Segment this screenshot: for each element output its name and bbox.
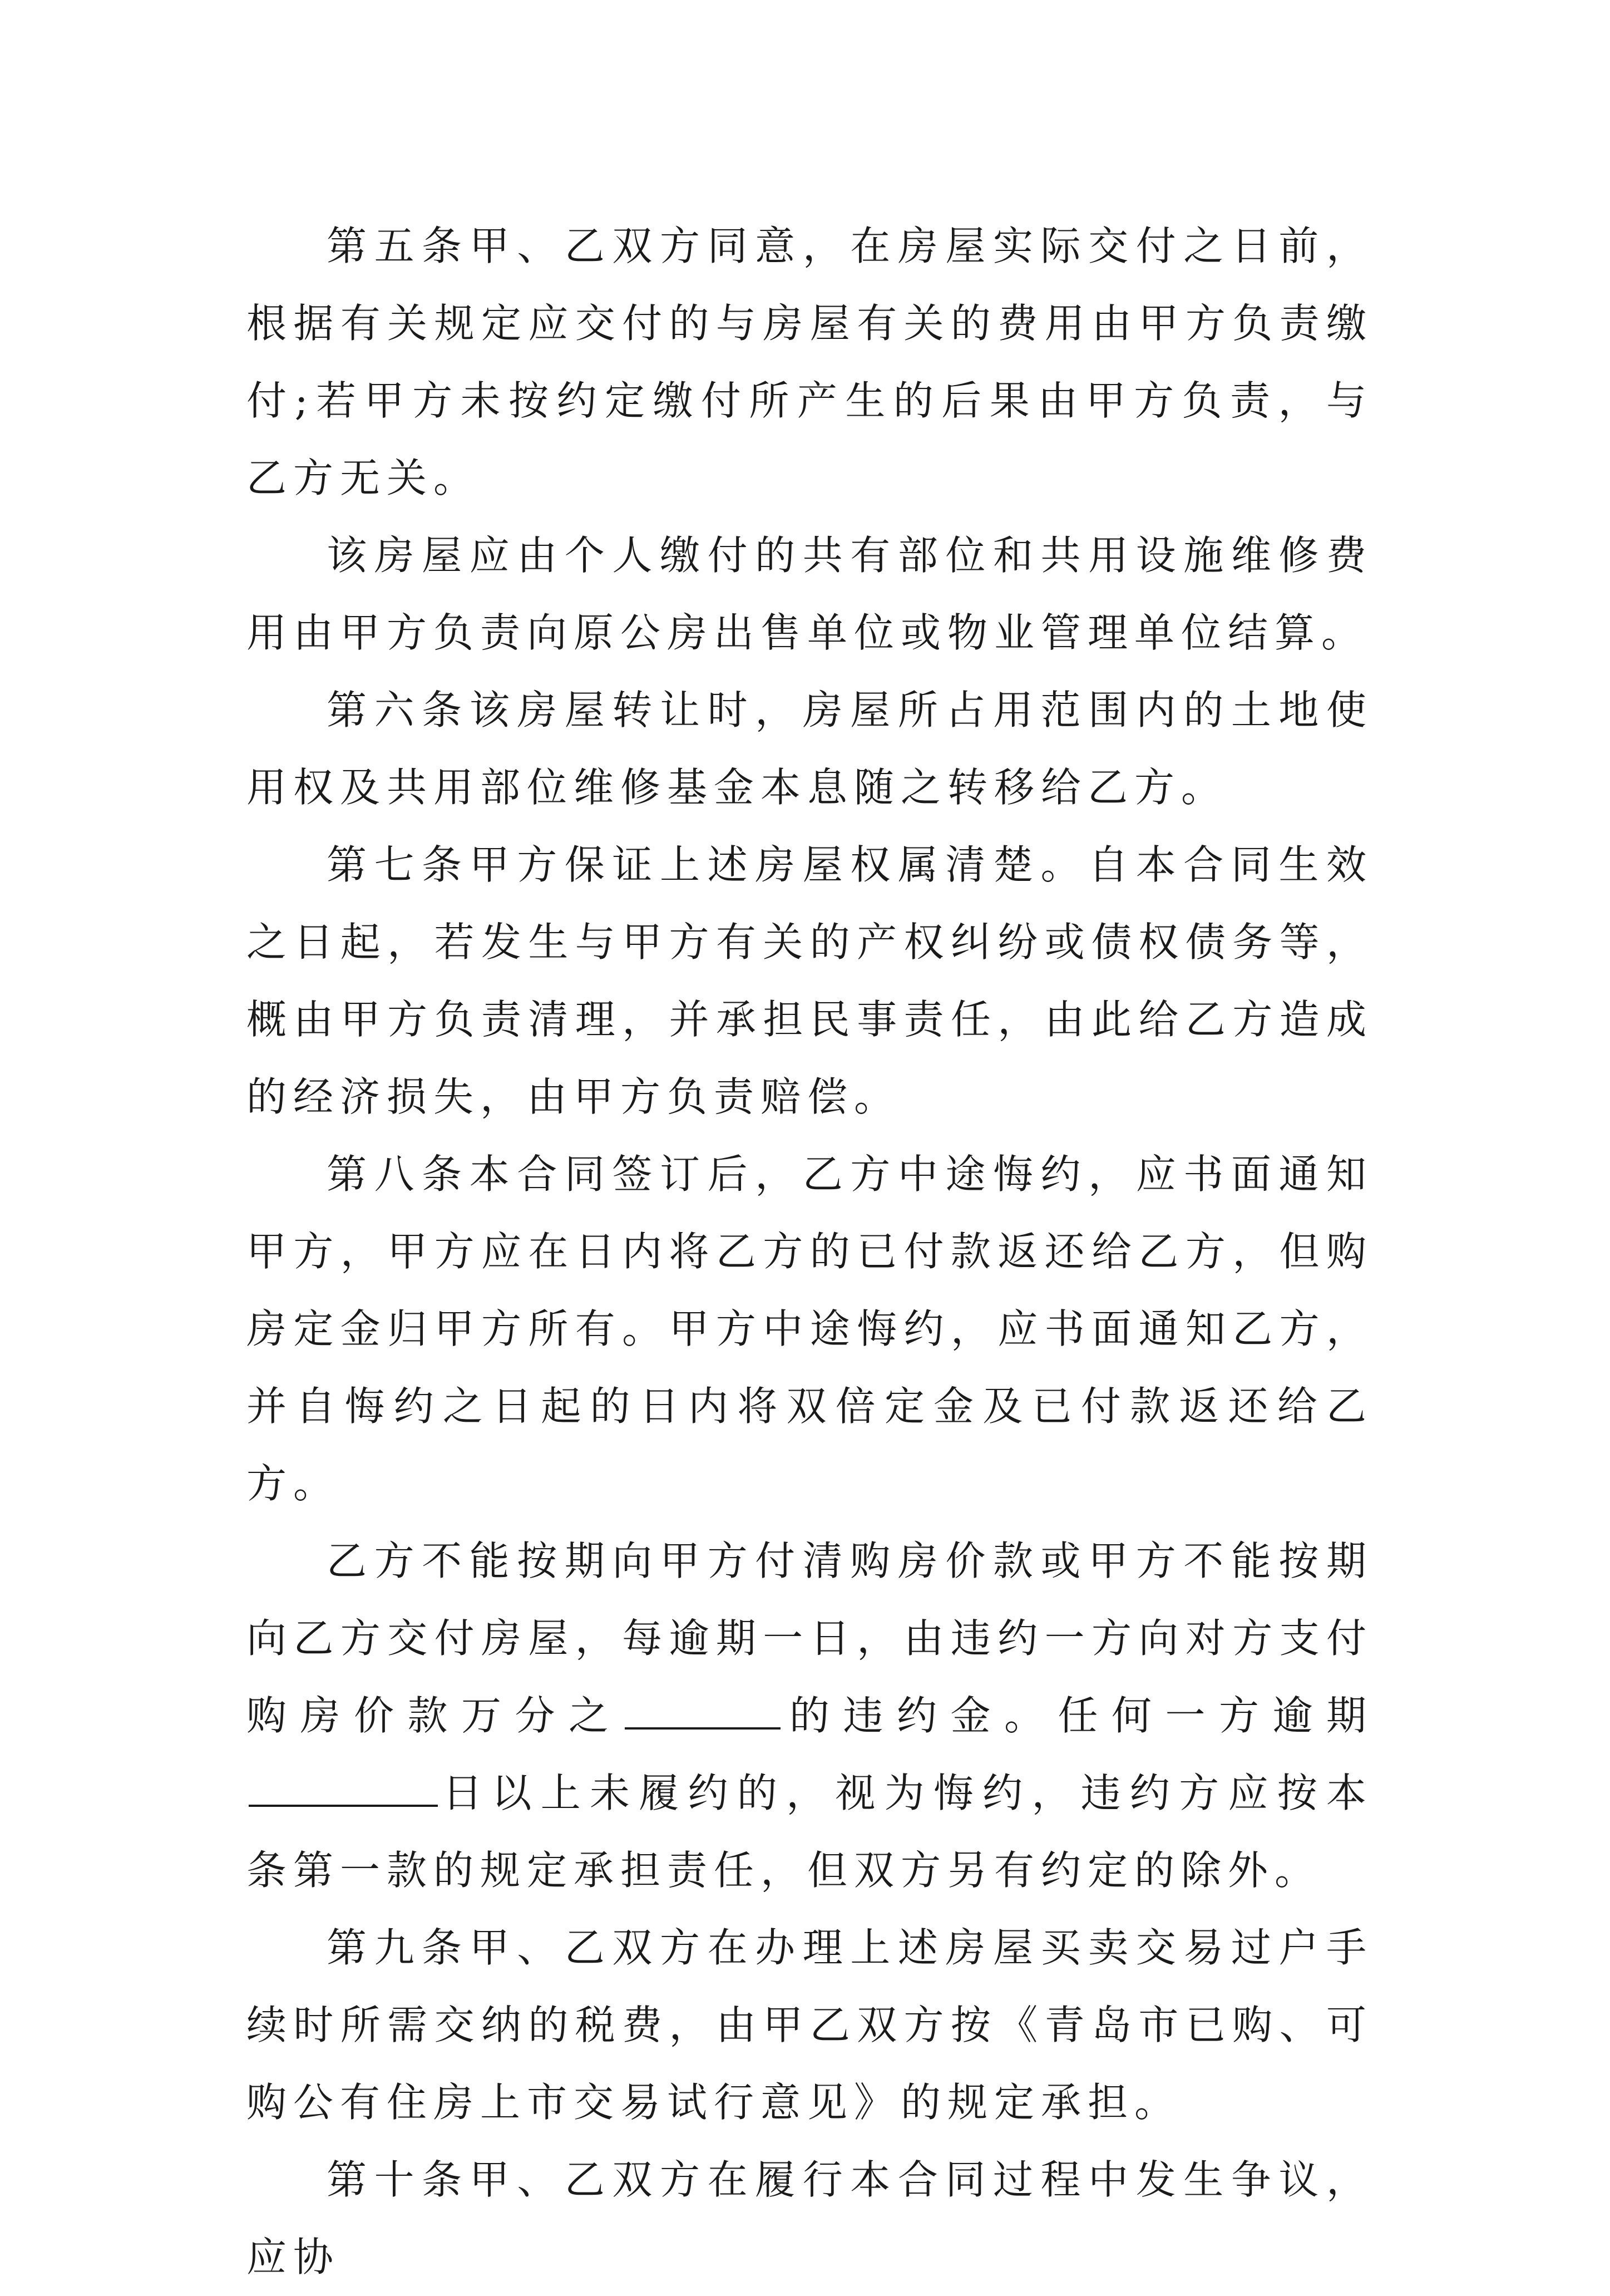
penalty-text-part-2: 的违约金。任何一方逾期: [782, 1692, 1373, 1739]
penalty-text-part-3: 日以上未履约的，视为悔约，违约方应按本条第一款的规定承担责任，但双方另有约定的除外。: [246, 1770, 1373, 1894]
article-5-paragraph-2: 该房屋应由个人缴付的共有部位和共用设施维修费用由甲方负责向原公房出售单位或物业管理单位结算。: [246, 532, 1373, 656]
article-6-paragraph: 第六条该房屋转让时，房屋所占用范围内的土地使用权及共用部位维修基金本息随之转移给乙方。: [246, 687, 1373, 811]
article-8-paragraph-1: 第八条本合同签订后，乙方中途悔约，应书面通知甲方，甲方应在日内将乙方的已付款返还给乙方，但购房定金归甲方所有。甲方中途悔约，应书面通知乙方，并自悔约之日起的日内将双倍定金及已付款返还给乙方。: [246, 1151, 1373, 1507]
article-7-paragraph: 第七条甲方保证上述房屋权属清楚。自本合同生效之日起，若发生与甲方有关的产权纠纷或债权债务等，概由甲方负责清理，并承担民事责任，由此给乙方造成的经济损失，由甲方负责赔偿。: [246, 841, 1373, 1120]
overdue-days-blank: [249, 1767, 438, 1807]
penalty-rate-blank: [625, 1689, 781, 1730]
article-5-paragraph-1: 第五条甲、乙双方同意，在房屋实际交付之日前，根据有关规定应交付的与房屋有关的费用由甲方负责缴付;若甲方未按约定缴付所产生的后果由甲方负责，与乙方无关。: [246, 223, 1373, 501]
article-10-paragraph: 第十条甲、乙双方在履行本合同过程中发生争议，应协: [246, 2156, 1373, 2280]
article-9-paragraph: 第九条甲、乙双方在办理上述房屋买卖交易过户手续时所需交纳的税费，由甲乙双方按《青岛市已购、可购公有住房上市交易试行意见》的规定承担。: [246, 1924, 1373, 2126]
penalty-text-part-1: 乙方不能按期向甲方付清购房价款或甲方不能按期向乙方交付房屋，每逾期一日，由违约一方向对方支付购房价款万分之: [246, 1538, 1373, 1739]
article-8-penalty-paragraph: [246, 1523, 1373, 1909]
document-body: [246, 208, 1373, 2296]
